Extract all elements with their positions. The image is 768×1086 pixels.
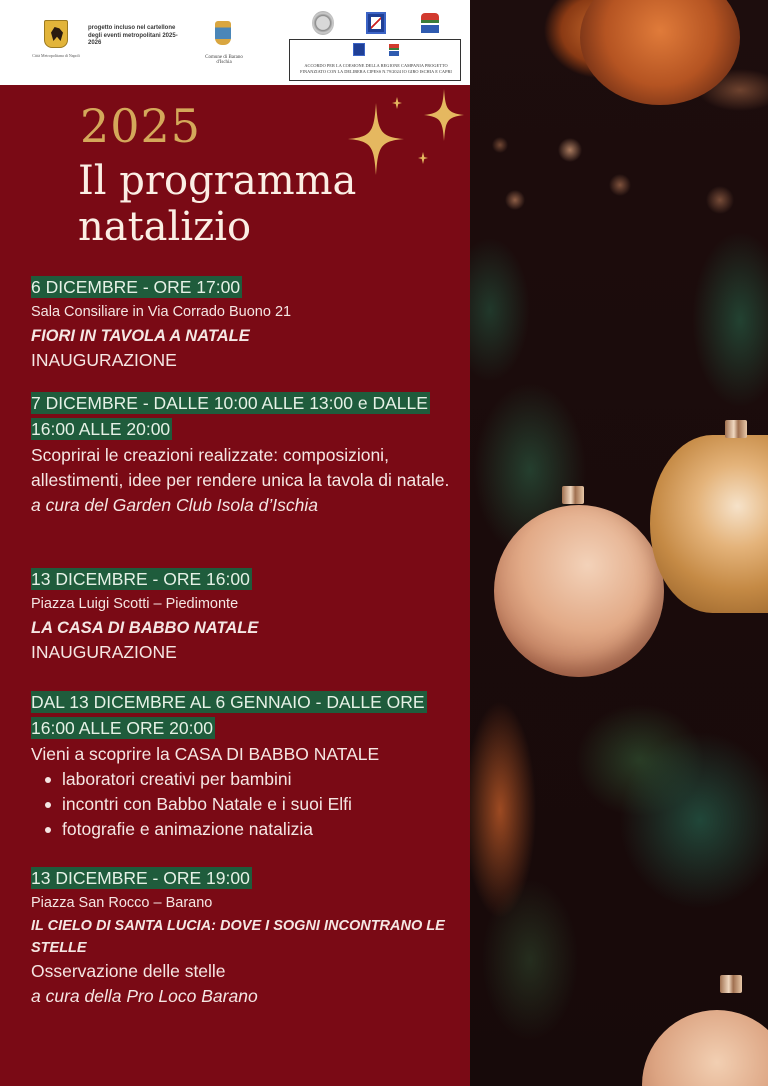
christmas-tree-photo xyxy=(470,0,768,1086)
copper-bauble xyxy=(580,0,740,105)
italian-republic-emblem-icon xyxy=(312,11,334,35)
sponsor-header xyxy=(0,0,470,85)
year-heading: 2025 xyxy=(80,99,202,153)
event-title: IL CIELO DI SANTA LUCIA: DOVE I SOGNI INCONTRANO LE STELLE xyxy=(31,918,445,956)
event-description: Scoprirai le creazioni realizzate: composizioni, allestimenti, idee per rendere unica la tavola di natale. xyxy=(31,445,450,490)
list-item: incontri con Babbo Natale e i suoi Elfi xyxy=(45,792,441,817)
event-curator: a cura della Pro Loco Barano xyxy=(31,986,258,1006)
peach-bauble xyxy=(494,505,664,677)
event-item xyxy=(31,567,455,665)
title-line-2: natalizio xyxy=(78,204,252,250)
event-date: 6 DICEMBRE - ORE 17:00 xyxy=(31,277,241,297)
event-note: INAUGURAZIONE xyxy=(31,642,177,662)
bottom-bauble xyxy=(642,1010,768,1086)
event-item xyxy=(31,866,455,1009)
project-note: progetto incluso nel cartellone degli eventi metropolitani 2025-2026 xyxy=(88,25,178,46)
sparkle-small-icon xyxy=(392,97,402,109)
gold-glitter-bauble xyxy=(650,435,768,613)
event-date: 13 DICEMBRE - ORE 19:00 xyxy=(31,868,250,888)
bauble-cap xyxy=(725,420,747,438)
event-item xyxy=(31,275,455,373)
barano-coat-of-arms-icon xyxy=(215,21,231,45)
coesione-logo-icon xyxy=(421,13,439,33)
agreement-text: ACCORDO PER LA COESIONE DELLA REGIONE CAMPANIA PROGETTO FINANZIATO CON LA DELIBERA CIPESS N.79/2024 IO GIRO ISCHIA E CAPRI xyxy=(300,63,452,74)
event-description: Vieni a scoprire la CASA DI BABBO NATALE xyxy=(31,744,380,764)
sponsor-caption: Città Metropolitana di Napoli xyxy=(32,53,80,58)
event-date: 7 DICEMBRE - DALLE 10:00 ALLE 13:00 e DALLE 16:00 ALLE 20:00 xyxy=(31,393,428,439)
funding-agreement-box xyxy=(289,39,461,81)
event-title: FIORI IN TAVOLA A NATALE xyxy=(31,327,250,345)
event-note: INAUGURAZIONE xyxy=(31,350,177,370)
event-item xyxy=(31,391,450,518)
title-line-1: Il programma xyxy=(78,158,357,204)
sparkle-medium-icon xyxy=(424,89,464,141)
coesione-logo-icon xyxy=(389,44,399,56)
event-venue: Sala Consiliare in Via Corrado Buono 21 xyxy=(31,304,292,320)
campania-region-logo-icon xyxy=(353,43,365,56)
sparkle-large-icon xyxy=(348,103,404,175)
event-item xyxy=(31,690,441,842)
event-venue: Piazza San Rocco – Barano xyxy=(31,895,213,911)
event-date: 13 DICEMBRE - ORE 16:00 xyxy=(31,569,250,589)
event-description: Osservazione delle stelle xyxy=(31,961,226,981)
municipality-caption: Comune di Barano d'Ischia xyxy=(205,55,243,65)
sparkle-small-icon xyxy=(418,152,428,164)
bauble-cap xyxy=(562,486,584,504)
list-item: laboratori creativi per bambini xyxy=(45,767,441,792)
event-venue: Piazza Luigi Scotti – Piedimonte xyxy=(31,596,239,612)
event-title: LA CASA DI BABBO NATALE xyxy=(31,619,259,637)
event-curator: a cura del Garden Club Isola d’Ischia xyxy=(31,495,318,515)
bauble-cap xyxy=(720,975,742,993)
event-date: DAL 13 DICEMBRE AL 6 GENNAIO - DALLE ORE 16:00 ALLE ORE 20:00 xyxy=(31,692,425,738)
metropolitan-city-naples-logo-icon xyxy=(44,20,68,48)
list-item: fotografie e animazione natalizia xyxy=(45,817,441,842)
activity-list xyxy=(31,767,441,842)
campania-region-logo-icon xyxy=(366,12,386,34)
